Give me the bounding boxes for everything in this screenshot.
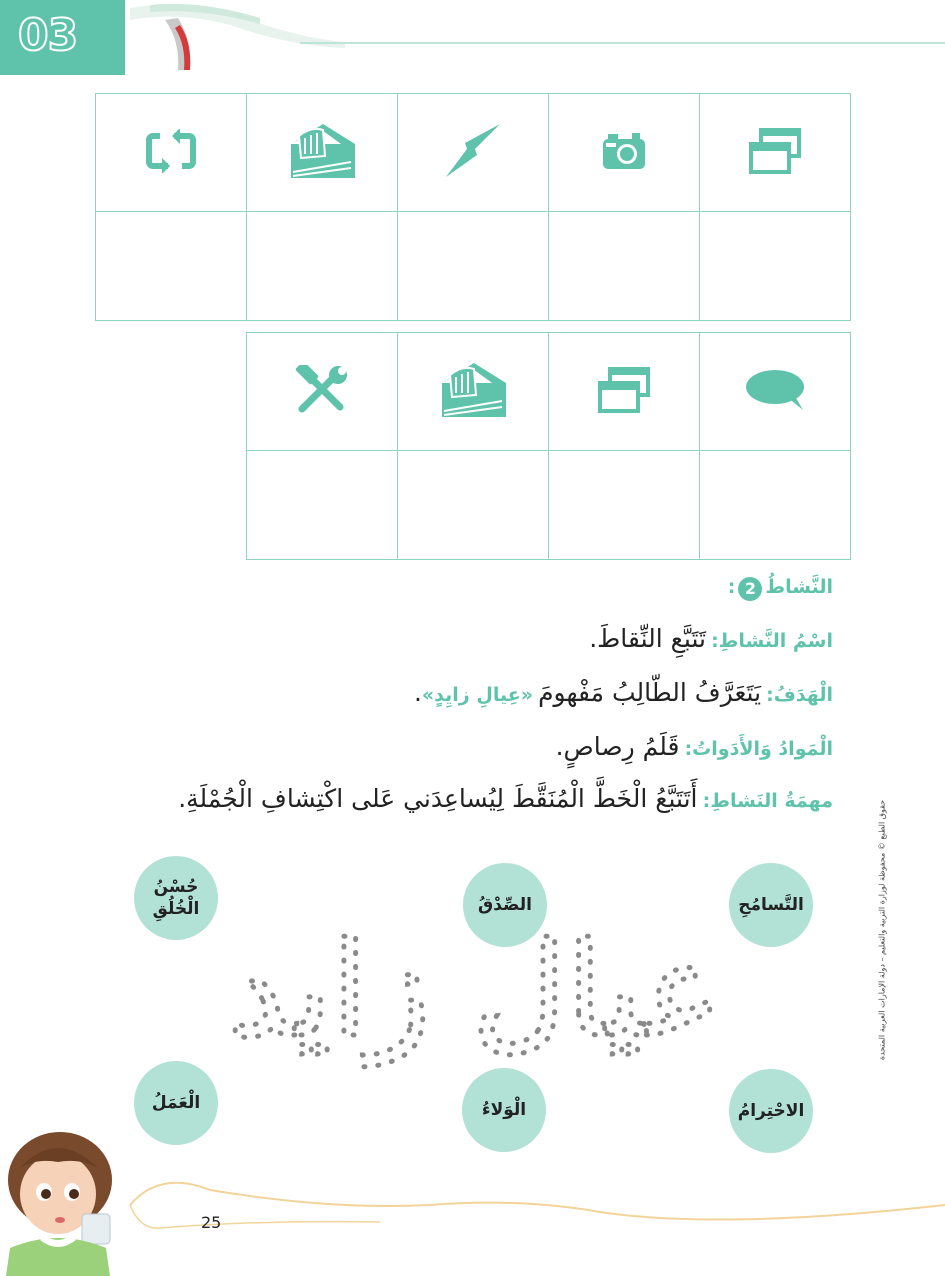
answer-cell[interactable] — [549, 451, 700, 560]
answer-cell[interactable] — [398, 451, 549, 560]
icon-grid-2 — [246, 332, 851, 560]
speech-bubble-icon — [745, 369, 805, 411]
grid-cell — [700, 333, 851, 451]
grid-cell — [549, 333, 700, 451]
grid-cell — [398, 333, 549, 451]
icon-grid-1 — [95, 93, 851, 321]
activity-title — [728, 576, 833, 601]
grid-cell — [700, 94, 851, 212]
copyright-note — [877, 800, 887, 1060]
activity-title-label: النَّشاطُ — [765, 576, 833, 598]
dotted-tracing-phrase[interactable] — [215, 915, 735, 1075]
grid-cell — [247, 94, 398, 212]
task-value: أَتَتَبَّعُ الْخَطَّ الْمُنَقَّطَ لِيُساعِدَني عَلى اكْتِشافِ الْجُمْلَةِ. — [178, 784, 698, 813]
goal-value: يَتَعَرَّفُ الطّالِبُ مَفْهومَ — [538, 678, 762, 707]
girl-illustration — [0, 1128, 130, 1276]
grid-cell — [96, 94, 247, 212]
page-number: 25 — [201, 1213, 222, 1232]
value-bubble: التَّسامُحِ — [729, 863, 813, 947]
answer-cell[interactable] — [398, 212, 549, 321]
value-bubble: حُسْنُ الْخُلُقِ — [134, 856, 218, 940]
dotted-phrase-text: عيال زايد — [227, 915, 723, 1066]
train-icon — [440, 363, 506, 417]
unit-number: 03 — [18, 10, 78, 61]
task-label: مهمَةُ النَشاطِ: — [702, 790, 833, 812]
answer-cell[interactable] — [700, 212, 851, 321]
goal-end: . — [413, 678, 422, 707]
answer-cell[interactable] — [549, 212, 700, 321]
value-bubble: الاحْتِرامُ — [729, 1069, 813, 1153]
value-bubble: الْوَلاءُ — [462, 1068, 546, 1152]
grid-cell — [549, 94, 700, 212]
activity-number-badge: 2 — [738, 577, 762, 601]
grid-cell — [398, 94, 549, 212]
tools-icon — [294, 365, 350, 415]
materials-row — [556, 732, 833, 761]
camera-icon — [602, 131, 646, 171]
goal-row — [414, 678, 833, 707]
activity-name-label: اسْمُ النَّشاطِ: — [711, 630, 833, 652]
bottom-wave-decoration — [0, 1150, 945, 1276]
activity-name-value: تَتَبَّعِ النِّقاطَ. — [589, 624, 706, 653]
activity-title-colon: : — [727, 576, 736, 598]
windows-icon — [749, 128, 801, 174]
flag-ribbon-decoration — [120, 0, 350, 75]
activity-name-row — [589, 624, 833, 653]
copyright-text: حقوق الطبع © محفوظة لوزارة التربية والتعليم – دولة الإمارات العربية المتحدة — [877, 799, 887, 1061]
answer-cell[interactable] — [96, 212, 247, 321]
value-bubble: الْعَمَلُ — [134, 1061, 218, 1145]
materials-label: الْمَوادُ وَالأَدَواتُ: — [684, 738, 833, 760]
lightning-icon — [445, 123, 501, 179]
windows-icon — [598, 367, 650, 413]
answer-cell[interactable] — [247, 451, 398, 560]
goal-label: الْهَدَفُ: — [766, 684, 833, 706]
train-icon — [289, 124, 355, 178]
repeat-icon — [144, 129, 198, 173]
answer-cell[interactable] — [247, 212, 398, 321]
grid-cell — [247, 333, 398, 451]
materials-value: قَلَمُ رِصاصٍ. — [555, 732, 680, 761]
answer-cell[interactable] — [700, 451, 851, 560]
goal-highlight: «عِيالِ زايِدٍ» — [421, 684, 533, 706]
header-line — [300, 42, 945, 44]
value-bubble: الصِّدْقُ — [463, 863, 547, 947]
task-row — [178, 784, 833, 813]
